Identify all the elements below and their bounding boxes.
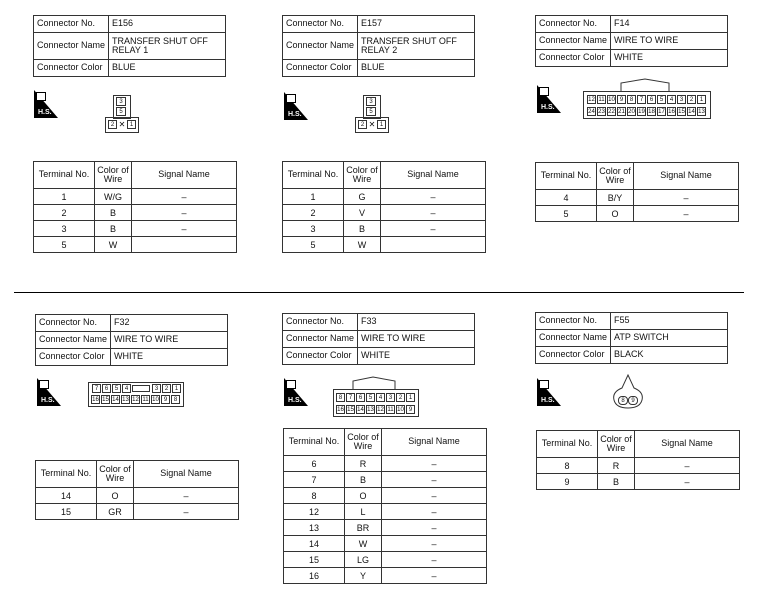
connector-name-label: Connector Name — [283, 33, 358, 60]
pin: 14 — [112, 397, 119, 403]
pin: 11 — [142, 397, 149, 403]
hs-icon: H.S. — [284, 92, 308, 120]
color-of-wire-header: Color of Wire — [97, 461, 134, 488]
pin: 7 — [346, 393, 355, 402]
connector-name-value: WIRE TO WIRE — [358, 331, 475, 348]
pin: 4 — [667, 95, 676, 104]
connector-no-value: F33 — [358, 314, 475, 331]
pin: 21 — [618, 109, 625, 115]
hs-icon: H.S. — [537, 378, 561, 406]
connector-no-value: F14 — [611, 16, 728, 33]
pin: 13 — [122, 397, 129, 403]
table-row: 4 B/Y – — [536, 190, 739, 206]
connector-f14 — [535, 15, 728, 67]
pin: 6 — [647, 95, 656, 104]
hs-icon: H.S. — [537, 85, 561, 113]
table-row: 12 L – — [284, 504, 487, 520]
table-row: 1 G – — [283, 189, 486, 205]
table-row: 14 W – — [284, 536, 487, 552]
pin: 2 — [108, 120, 117, 129]
connector-color-value: BLUE — [358, 60, 475, 77]
table-row: 15 LG – — [284, 552, 487, 568]
color-of-wire-header: Color of Wire — [344, 162, 381, 189]
table-row: 8 R – — [537, 458, 740, 474]
table-row: 2 V – — [283, 205, 486, 221]
pin: 2 — [396, 393, 405, 402]
pin: 8 — [618, 396, 628, 405]
connector-face-e157: 3 5 2 ✕ 1 — [355, 95, 393, 135]
signal-name-header: Signal Name — [382, 429, 487, 456]
terminal-no-header: Terminal No. — [36, 461, 97, 488]
table-row: 1 W/G – — [34, 189, 237, 205]
pin: 8 — [627, 95, 636, 104]
pin: 8 — [336, 393, 345, 402]
pin: 7 — [92, 384, 101, 393]
table-row: 8 O – — [284, 488, 487, 504]
terminal-no-header: Terminal No. — [284, 429, 345, 456]
connector-name-value: WIRE TO WIRE — [111, 332, 228, 349]
connector-face-f32 — [88, 382, 184, 407]
connector-color-value: WHITE — [358, 348, 475, 365]
connector-f33 — [282, 313, 475, 365]
connector-info-table — [282, 15, 475, 77]
pin: 3 — [116, 97, 126, 106]
pin: 3 — [152, 384, 161, 393]
pin: 9 — [406, 405, 415, 414]
key-slot — [132, 385, 150, 392]
pin: 12 — [377, 407, 384, 413]
connector-face-f14 — [583, 78, 711, 120]
pin: 14 — [688, 109, 695, 115]
table-row: 5 O – — [536, 206, 739, 222]
color-of-wire-header: Color of Wire — [598, 431, 635, 458]
hs-icon: H.S. — [284, 378, 308, 406]
pin: 6 — [356, 393, 365, 402]
hs-icon: H.S. — [37, 378, 61, 406]
connector-no-value: F32 — [111, 315, 228, 332]
pin: 15 — [678, 109, 685, 115]
connector-info-table — [535, 15, 728, 67]
connector-name-label: Connector Name — [36, 332, 111, 349]
terminal-no-header: Terminal No. — [536, 163, 597, 190]
pin: 10 — [152, 397, 159, 403]
terminal-table-f14 — [535, 162, 739, 222]
connector-color-label: Connector Color — [536, 50, 611, 67]
connector-no-label: Connector No. — [283, 16, 358, 33]
connector-name-label: Connector Name — [283, 331, 358, 348]
table-row: 3 B – — [34, 221, 237, 237]
signal-name-header: Signal Name — [635, 431, 740, 458]
connector-face-f55 — [608, 374, 648, 410]
connector-info-table — [535, 312, 728, 364]
table-row: 2 B – — [34, 205, 237, 221]
connector-color-label: Connector Color — [283, 60, 358, 77]
connector-no-value: E157 — [358, 16, 475, 33]
pin: 13 — [367, 407, 374, 413]
connector-no-label: Connector No. — [536, 16, 611, 33]
signal-name-header: Signal Name — [134, 461, 239, 488]
connector-name-label: Connector Name — [536, 33, 611, 50]
table-row: 13 BR – — [284, 520, 487, 536]
connector-color-value: BLUE — [109, 60, 226, 77]
connector-color-label: Connector Color — [36, 349, 111, 366]
connector-e156 — [33, 15, 226, 77]
table-row: 5 W — [34, 237, 237, 253]
pin: 9 — [617, 95, 626, 104]
color-of-wire-header: Color of Wire — [345, 429, 382, 456]
connector-info-table — [33, 15, 226, 77]
pin: 1 — [406, 393, 415, 402]
connector-color-label: Connector Color — [283, 348, 358, 365]
table-row: 9 B – — [537, 474, 740, 490]
connector-color-value: WHITE — [111, 349, 228, 366]
terminal-no-header: Terminal No. — [283, 162, 344, 189]
pin: 14 — [357, 407, 364, 413]
pin: 12 — [588, 97, 595, 103]
connector-e157 — [282, 15, 475, 77]
color-of-wire-header: Color of Wire — [95, 162, 132, 189]
pin: 16 — [337, 407, 344, 413]
pin: 1 — [697, 95, 706, 104]
terminal-table-f32 — [35, 460, 239, 520]
table-row: 5 W — [283, 237, 486, 253]
table-row: 14 O – — [36, 488, 239, 504]
pin: 3 — [386, 393, 395, 402]
connector-name-value: WIRE TO WIRE — [611, 33, 728, 50]
table-row: 15 GR – — [36, 504, 239, 520]
pin: 3 — [677, 95, 686, 104]
pin: 22 — [608, 109, 615, 115]
pin: 9 — [161, 395, 170, 404]
signal-name-header: Signal Name — [381, 162, 486, 189]
connector-no-label: Connector No. — [283, 314, 358, 331]
connector-color-value: BLACK — [611, 347, 728, 364]
hs-icon: H.S. — [34, 90, 58, 118]
connector-f55 — [535, 312, 728, 364]
pin: 17 — [658, 109, 665, 115]
pin: 24 — [588, 109, 595, 115]
pin: 4 — [376, 393, 385, 402]
connector-no-label: Connector No. — [36, 315, 111, 332]
pin: 6 — [102, 384, 111, 393]
pin: 1 — [377, 120, 386, 129]
pin: 18 — [648, 109, 655, 115]
connector-no-value: E156 — [109, 16, 226, 33]
pin: 1 — [127, 120, 136, 129]
pin: 2 — [687, 95, 696, 104]
connector-name-value: TRANSFER SHUT OFF RELAY 2 — [358, 33, 475, 60]
table-row: 16 Y – — [284, 568, 487, 584]
connector-face-e156: 3 5 2 ✕ 1 — [105, 95, 143, 135]
terminal-table-f55 — [536, 430, 740, 490]
connector-name-value: TRANSFER SHUT OFF RELAY 1 — [109, 33, 226, 60]
connector-color-label: Connector Color — [536, 347, 611, 364]
pin: 19 — [638, 109, 645, 115]
pin: 4 — [122, 384, 131, 393]
pin: 15 — [102, 397, 109, 403]
connector-no-value: F55 — [611, 313, 728, 330]
section-divider — [14, 292, 744, 293]
pin: 9 — [628, 396, 638, 405]
terminal-table-e156 — [33, 161, 237, 253]
connector-no-label: Connector No. — [34, 16, 109, 33]
pin: 11 — [598, 97, 605, 103]
terminal-no-header: Terminal No. — [34, 162, 95, 189]
connector-name-label: Connector Name — [34, 33, 109, 60]
table-row: 6 R – — [284, 456, 487, 472]
connector-f32 — [35, 314, 228, 366]
pin: 23 — [598, 109, 605, 115]
connector-face-f33 — [333, 376, 419, 418]
pin: 5 — [366, 393, 375, 402]
terminal-table-e157 — [282, 161, 486, 253]
pin: 16 — [668, 109, 675, 115]
connector-info-table — [282, 313, 475, 365]
pin: 8 — [171, 395, 180, 404]
connector-name-value: ATP SWITCH — [611, 330, 728, 347]
pin: 5 — [116, 107, 126, 116]
pin: 10 — [608, 97, 615, 103]
pin: 5 — [366, 107, 376, 116]
signal-name-header: Signal Name — [634, 163, 739, 190]
pin: 15 — [347, 407, 354, 413]
connector-color-label: Connector Color — [34, 60, 109, 77]
pin: 12 — [132, 397, 139, 403]
pin: 5 — [112, 384, 121, 393]
pin: 2 — [162, 384, 171, 393]
terminal-no-header: Terminal No. — [537, 431, 598, 458]
pin: 3 — [366, 97, 376, 106]
pin: 1 — [172, 384, 181, 393]
pin: 7 — [637, 95, 646, 104]
pin: 11 — [387, 407, 394, 413]
pin: 5 — [657, 95, 666, 104]
table-row: 7 B – — [284, 472, 487, 488]
pin: 13 — [698, 109, 705, 115]
pin: 2 — [358, 120, 367, 129]
connector-name-label: Connector Name — [536, 330, 611, 347]
color-of-wire-header: Color of Wire — [597, 163, 634, 190]
connector-no-label: Connector No. — [536, 313, 611, 330]
signal-name-header: Signal Name — [132, 162, 237, 189]
pin: 20 — [628, 109, 635, 115]
connector-color-value: WHITE — [611, 50, 728, 67]
connector-info-table — [35, 314, 228, 366]
pin: 10 — [397, 407, 404, 413]
terminal-table-f33 — [283, 428, 487, 584]
table-row: 3 B – — [283, 221, 486, 237]
pin: 16 — [92, 397, 99, 403]
